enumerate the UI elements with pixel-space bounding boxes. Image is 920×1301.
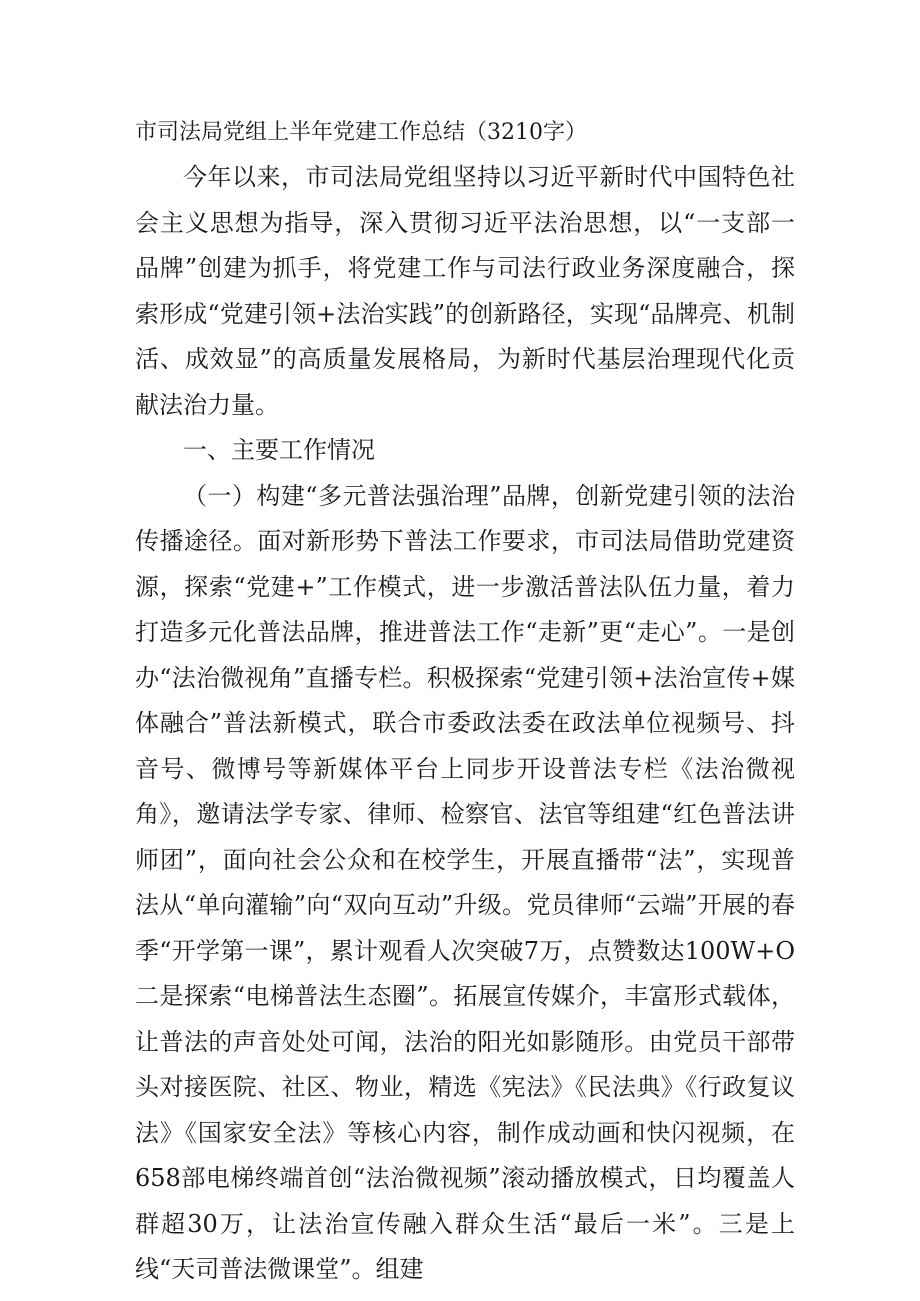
section-heading: 一、主要工作情况: [183, 436, 375, 464]
document-title: 市司法局党组上半年党建工作总结（3210字）: [135, 120, 587, 145]
section-paragraph: （一）构建“多元普法强治理”品牌，创新党建引领的法治传播途径。面对新形势下普法工作要求，市司法局借助党建资源，探索“党建+”工作模式，进一步激活普法队伍力量，着力打造多元化普法品牌，推进普法工作“走新”更“走心”。一是创办“法治微视角”直播专栏。积极探索“党建引领+法治宣传+媒体融合”普法新模式，联合市委政法委在政法单位视频号、抖音号、微博号等新媒体平台上同步开设普法专栏《法治微视角》，邀请法学专家、律师、检察官、法官等组建“红色普法讲师团”，面向社会公众和在校学生，开展直播带“法”，实现普法从“单向灌输”向“双向互动”升级。党员律师“云端”开展的春季“开学第一课”，累计观看人次突破7万，点赞数达100W+O二是探索“电梯普法生态圈”。拓展宣传媒介，丰富形式载体，让普法的声音处处可闻，法治的阳光如影随形。由党员干部带头对接医院、社区、物业，精选《宪法》《民法典》《行政复议法》《国家安全法》等核心内容，制作成动画和快闪视频，在658部电梯终端首创“法治微视频”滚动播放模式，日均覆盖人群超30万，让法治宣传融入群众生活“最后一米”。三是上线“天司普法微课堂”。组建: [135, 481, 795, 1283]
document-body: [135, 110, 795, 1293]
intro-paragraph: 今年以来，市司法局党组坚持以习近平新时代中国特色社会主义思想为指导，深入贯彻习近平法治思想，以“一支部一品牌”创建为抓手，将党建工作与司法行政业务深度融合，探索形成“党建引领+法治实践”的创新路径，实现“品牌亮、机制活、成效显”的高质量发展格局，为新时代基层治理现代化贡献法治力量。: [135, 163, 795, 419]
